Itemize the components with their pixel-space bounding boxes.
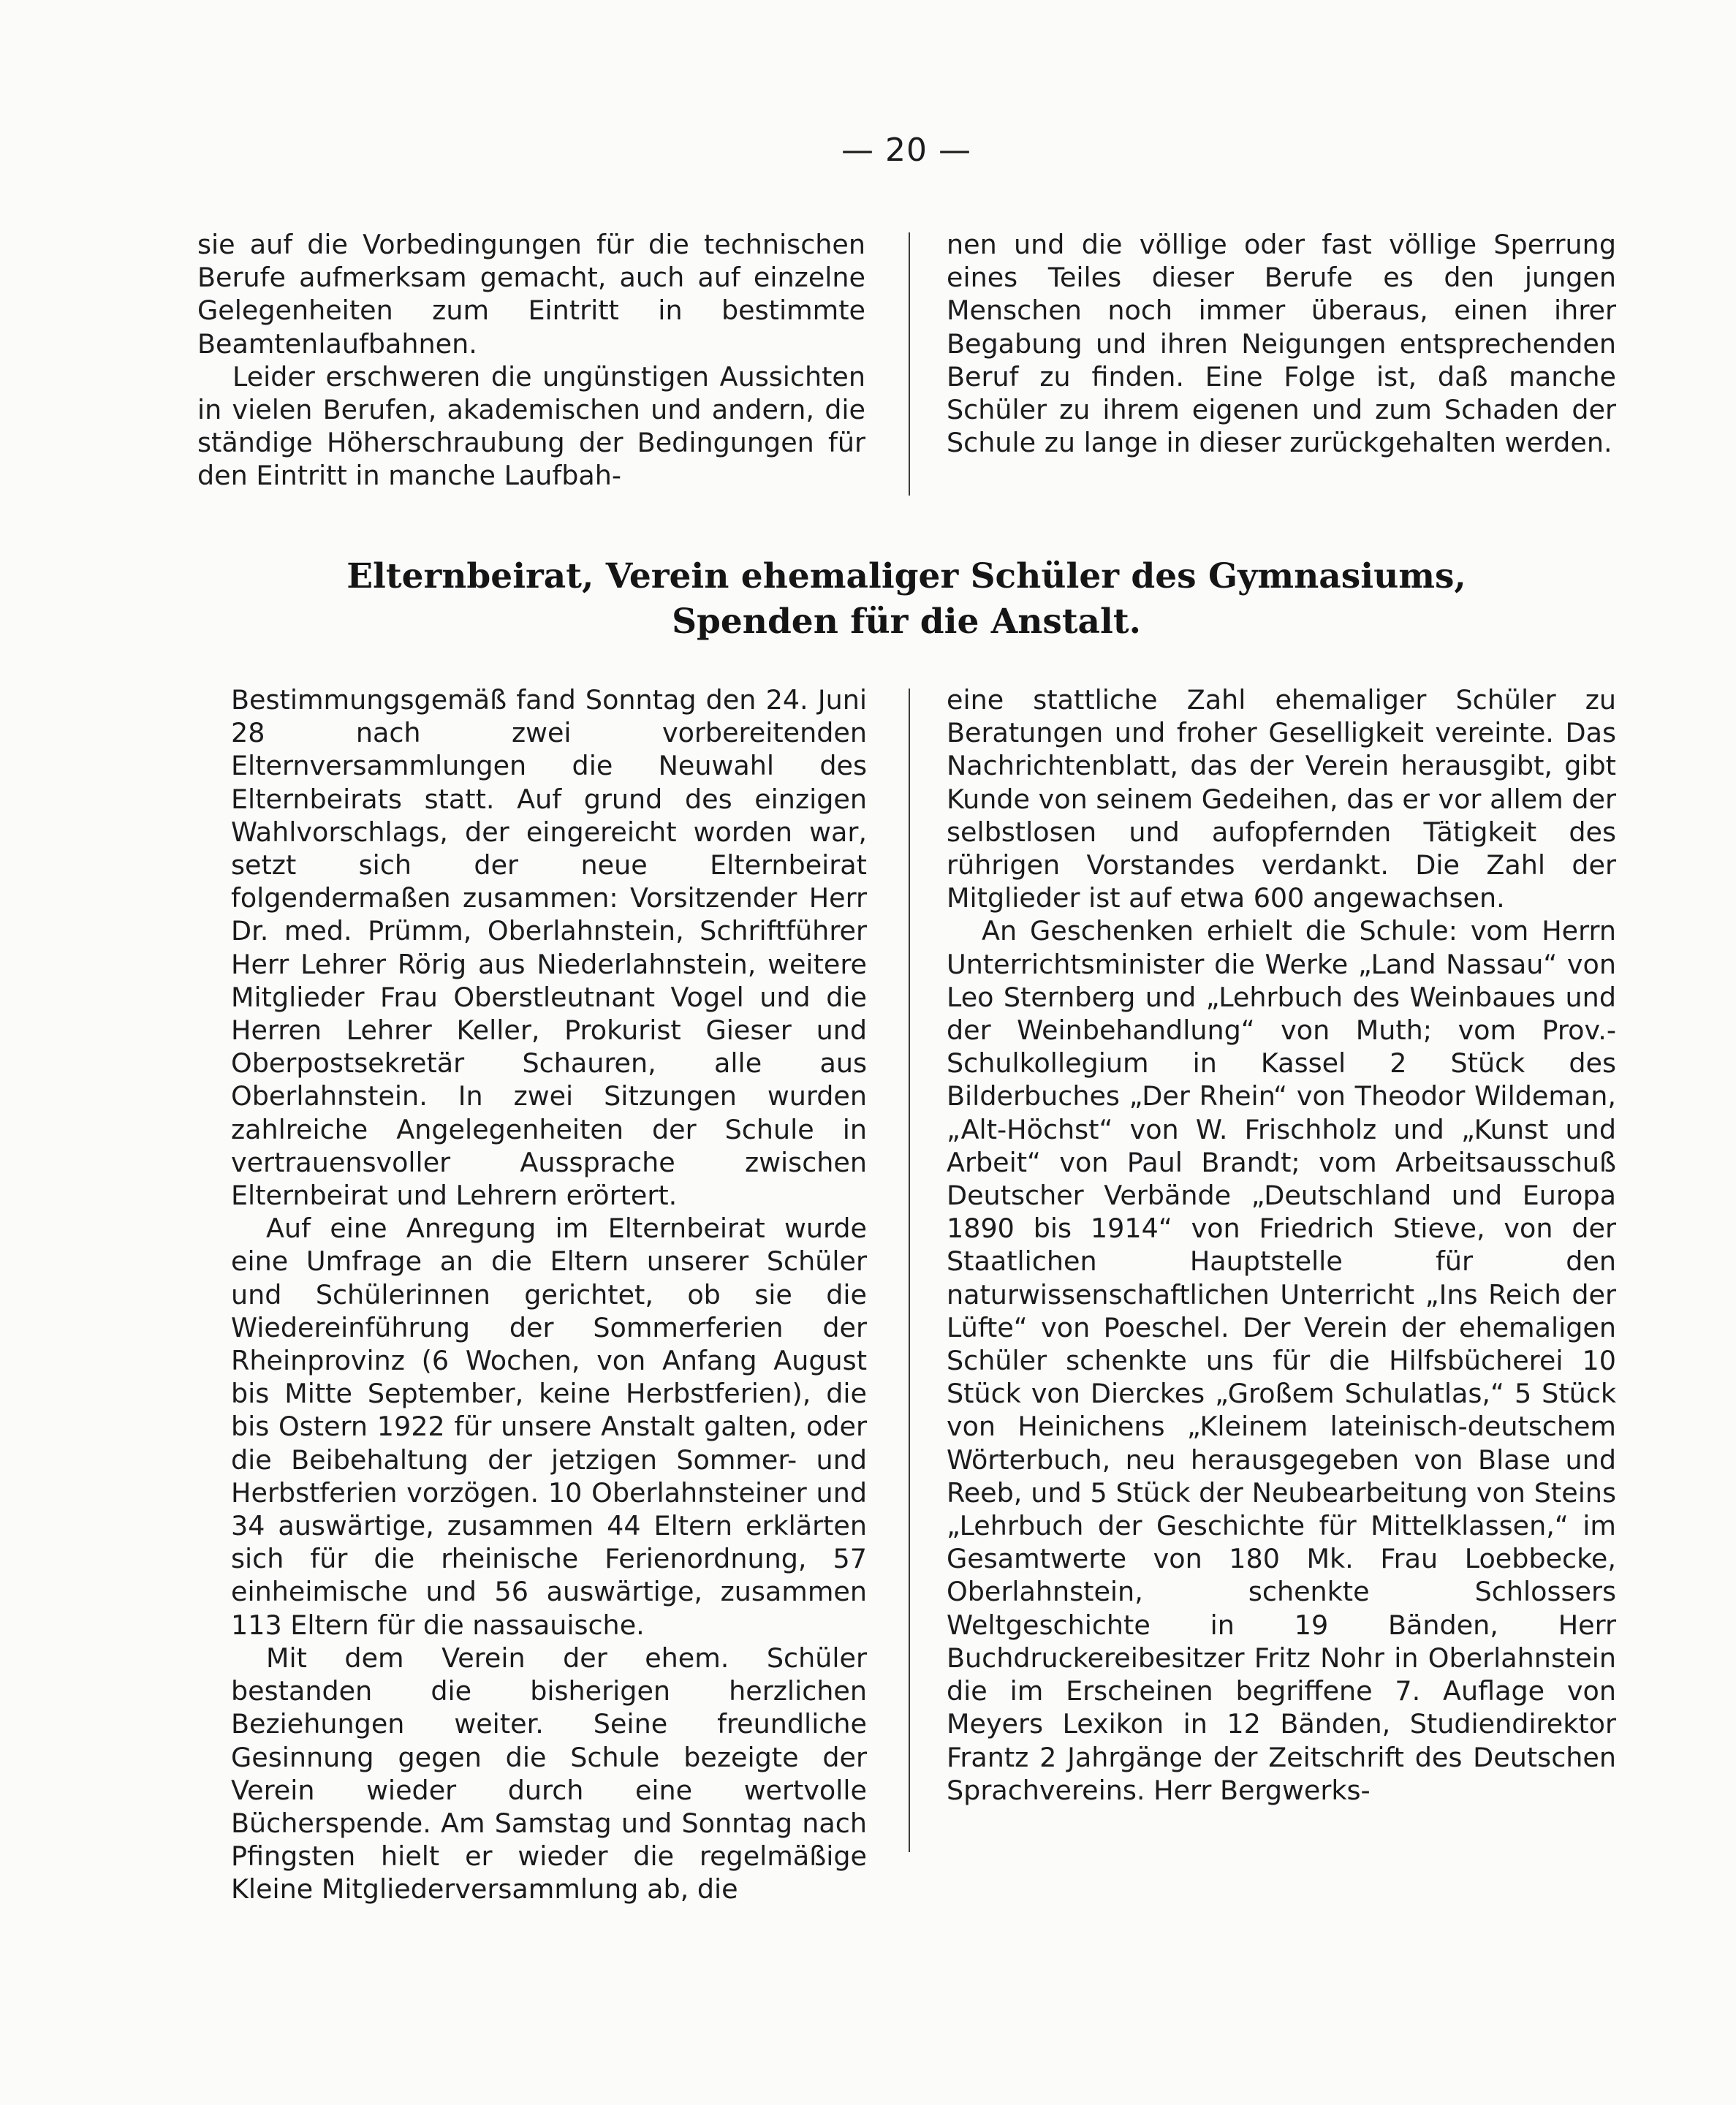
paragraph: nen und die völlige oder fast völlige Sperrung eines Teiles dieser Berufe es den jungen Menschen noch immer überaus, einen ihrer Begabung und ihren Neigungen entsprechenden Beruf zu finden. Eine Folge ist, daß manche Schüler zu ihrem eigenen und zum Schaden der Schule zu lange in dieser zurückgehalten werden. — [947, 229, 1616, 459]
paragraph: Mit dem Verein der ehem. Schüler bestanden die bisherigen herzlichen Beziehungen weiter. Seine freundliche Gesinnung gegen die Schule bezeigte der Verein wieder durch eine wertvolle Bücherspende. Am Samstag und Sonntag nach Pfingsten hielt er wieder die regelmäßige Kleine Mitgliederversammlung ab, die — [231, 1642, 867, 1905]
section-heading-line: Spenden für die Anstalt. — [672, 602, 1141, 642]
paragraph: Bestimmungsgemäß fand Sonntag den 24. Juni 28 nach zwei vorbereitenden Elternversammlungen die Neuwahl des Elternbeirats statt. Auf grund des einzigen Wahlvorschlags, der eingereicht worden war, setzt sich der neue Elternbeirat folgendermaßen zusammen: Vorsitzender Herr Dr. med. Prümm, Oberlahnstein, Schriftführer Herr Lehrer Rörig aus Niederlahnstein, weitere Mitglieder Frau Oberstleutnant Vogel und die Herren Lehrer Keller, Prokurist Gieser und Oberpostsekretär Schauren, alle aus Oberlahnstein. In zwei Sitzungen wurden zahlreiche Angelegenheiten der Schule in vertrauensvoller Aussprache zwischen Elternbeirat und Lehrern erörtert. — [231, 684, 867, 1212]
paragraph: sie auf die Vorbedingungen für die technischen Berufe aufmerksam gemacht, auch auf einzelne Gelegenheiten zum Eintritt in bestimmte Beamtenlaufbahnen. — [197, 229, 865, 360]
paragraph: Auf eine Anregung im Elternbeirat wurde eine Umfrage an die Eltern unserer Schüler und Schülerinnen gerichtet, ob sie die Wiedereinführung der Sommerferien der Rheinprovinz (6 Wochen, von Anfang August bis Mitte September, keine Herbstferien), die bis Ostern 1922 für unsere Anstalt galten, oder die Beibehaltung der jetzigen Sommer- und Herbstferien vorzögen. 10 Oberlahnsteiner und 34 auswärtige, zusammen 44 Eltern erklärten sich für die rheinische Ferienordnung, 57 einheimische und 56 auswärtige, zusammen 113 Eltern für die nassauische. — [231, 1213, 867, 1641]
bottom-right-column — [947, 683, 1616, 1807]
bottom-left-column — [231, 683, 867, 1906]
section-heading-line: Elternbeirat, Verein ehemaliger Schüler des Gymnasiums, — [346, 556, 1466, 596]
column-divider — [909, 232, 910, 496]
top-left-column — [197, 228, 865, 493]
paragraph: eine stattliche Zahl ehemaliger Schüler zu Beratungen und froher Geselligkeit vereinte. Das Nachrichtenblatt, das der Verein herausgibt, gibt Kunde von seinem Gedeihen, das er vor allem der selbstlosen und aufopfernden Tätigkeit des rührigen Vorstandes verdankt. Die Zahl der Mitglieder ist auf etwa 600 angewachsen. — [947, 684, 1616, 914]
paragraph: An Geschenken erhielt die Schule: vom Herrn Unterrichtsminister die Werke „Land Nassau“ von Leo Sternberg und „Lehrbuch des Weinbaues und der Weinbehandlung“ von Muth; vom Prov.-Schulkollegium in Kassel 2 Stück des Bilderbuches „Der Rhein“ von Theodor Wildeman, „Alt-Höchst“ von W. Frischholz und „Kunst und Arbeit“ von Paul Brandt; vom Arbeitsausschuß Deutscher Verbände „Deutschland und Europa 1890 bis 1914“ von Friedrich Stieve, von der Staatlichen Hauptstelle für den naturwissenschaftlichen Unterricht „Ins Reich der Lüfte“ von Poeschel. Der Verein der ehemaligen Schüler schenkte uns für die Hilfsbücherei 10 Stück von Dierckes „Großem Schulatlas,“ 5 Stück von Heinichens „Kleinem lateinisch-deutschem Wörterbuch, neu herausgegeben von Blase und Reeb, und 5 Stück der Neubearbeitung von Steins „Lehrbuch der Geschichte für Mittelklassen,“ im Gesamtwerte von 180 Mk. Frau Loebbecke, Oberlahnstein, schenkte Schlossers Weltgeschichte in 19 Bänden, Herr Buchdruckereibesitzer Fritz Nohr in Oberlahnstein die im Erscheinen begriffene 7. Auflage von Meyers Lexikon in 12 Bänden, Studiendirektor Frantz 2 Jahrgänge der Zeitschrift des Deutschen Sprachvereins. Herr Bergwerks- — [947, 915, 1616, 1806]
top-right-column — [947, 228, 1616, 459]
section-heading — [219, 554, 1593, 645]
page-number: — 20 — — [841, 132, 971, 169]
paragraph: Leider erschweren die ungünstigen Aussichten in vielen Berufen, akademischen und andern, die ständige Höherschraubung der Bedingungen für den Eintritt in manche Laufbah- — [197, 360, 865, 492]
column-divider — [909, 689, 910, 1852]
